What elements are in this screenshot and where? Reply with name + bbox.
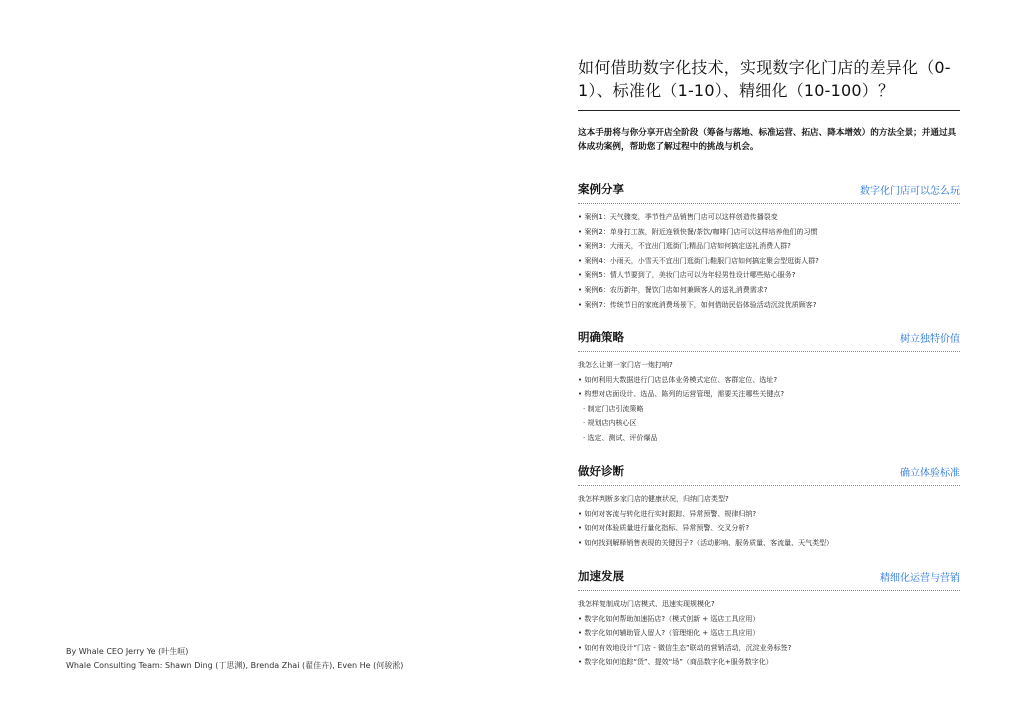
section-list xyxy=(578,358,960,446)
section-divider xyxy=(578,485,960,486)
section-header xyxy=(578,179,960,197)
list-item: • 案例1：天气骤变，季节性产品销售门店可以这样创造传播裂变 xyxy=(578,213,778,221)
list-item: • 如何利用大数据进行门店总体业务模式定位、客群定位、选址? xyxy=(578,375,778,384)
list-item: • 构想对店面设计、选品、陈列的运营管理，需要关注哪些关键点? xyxy=(578,390,785,399)
section-title: 加速发展 xyxy=(578,569,624,583)
list-subitem: · 选定、测试、评价爆品 xyxy=(583,433,658,442)
list-item: • 案例5：情人节要到了，美妆门店可以为年轻男性设计哪些贴心服务? xyxy=(578,271,796,280)
section-list xyxy=(578,597,960,670)
section-strategy xyxy=(578,327,960,446)
list-item: • 案例6：农历新年，餐饮门店如何兼顾客人的送礼消费需求? xyxy=(578,285,768,294)
section-header xyxy=(578,461,960,479)
section-list xyxy=(578,492,960,550)
section-divider xyxy=(578,590,960,591)
section-divider xyxy=(578,203,960,204)
list-item: 我怎么让第一家门店一炮打响? xyxy=(578,361,673,369)
section-divider xyxy=(578,351,960,352)
section-growth xyxy=(578,566,960,670)
list-item: 我怎样复制成功门店模式、迅速实现规模化? xyxy=(578,600,715,608)
section-header xyxy=(578,327,960,345)
list-item: 我怎样判断多家门店的健康状况，归纳门店类型? xyxy=(578,495,729,503)
list-item: • 数字化如何辅助管人留人?（管理细化 + 巡店工具应用） xyxy=(578,629,760,638)
section-title: 做好诊断 xyxy=(578,464,624,478)
title-divider xyxy=(578,110,960,111)
list-item: • 案例7：传统节日的家庭消费场景下，如何借助民俗体验活动沉淀优质顾客? xyxy=(578,300,817,309)
section-list xyxy=(578,210,960,312)
intro-text: 这本手册将与你分享开店全阶段（筹备与落地、标准运营、拓店、降本增效）的方法全景；并通过具体成功案例，帮助您了解过程中的挑战与机会。 xyxy=(578,128,957,152)
section-header xyxy=(578,566,960,584)
list-item: • 案例4：小雨天，小雪天不宜出门逛街门;鞋服门店如何搞定聚会型逛街人群? xyxy=(578,256,819,265)
section-link[interactable]: 数字化门店可以怎么玩 xyxy=(860,186,960,197)
section-title: 案例分享 xyxy=(578,182,624,196)
credits-block xyxy=(66,645,403,673)
page-title: 如何借助数字化技术，实现数字化门店的差异化（0-1）、标准化（1-10）、精细化（10-100）？ xyxy=(578,58,951,100)
list-item: • 数字化如何追踪“货”、提效“场”（商品数字化+服务数字化） xyxy=(578,658,773,667)
right-column xyxy=(578,56,960,667)
list-subitem: · 制定门店引流策略 xyxy=(583,404,644,413)
section-link[interactable]: 树立独特价值 xyxy=(900,334,960,345)
list-item: • 如何对体验质量进行量化指标、异常预警、交叉分析? xyxy=(578,524,750,533)
credits-team: Whale Consulting Team: Shawn Ding (丁思渊), Brenda Zhai (翟佳卉), Even He (何骏淞) xyxy=(66,661,404,670)
credits-author: By Whale CEO Jerry Ye (叶生晅) xyxy=(66,647,189,656)
section-link[interactable]: 确立体验标准 xyxy=(900,468,960,479)
list-item: • 数字化如何帮助加速拓店?（模式创新 + 巡店工具应用） xyxy=(578,614,760,623)
list-item: • 如何有效地设计“门店 - 微信生态”联动的营销活动，沉淀业务标签? xyxy=(578,643,792,652)
list-item: • 案例3：大雨天，不宜出门逛街门;精品门店如何搞定送礼消费人群? xyxy=(578,242,791,251)
section-cases xyxy=(578,179,960,312)
section-link[interactable]: 精细化运营与营销 xyxy=(880,573,960,584)
section-title: 明确策略 xyxy=(578,330,624,344)
list-item: • 如何对客流与转化进行实时跟踪、异常预警、规律归纳? xyxy=(578,509,757,518)
list-subitem: · 规划店内核心区 xyxy=(583,419,637,428)
list-item: • 案例2：单身打工族，附近连锁快餐/茶饮/咖啡门店可以这样培养他们的习惯 xyxy=(578,227,818,236)
list-item: • 如何找到解释销售表现的关键因子?（活动影响、服务质量、客流量、天气类型） xyxy=(578,538,834,547)
section-diagnosis xyxy=(578,461,960,550)
